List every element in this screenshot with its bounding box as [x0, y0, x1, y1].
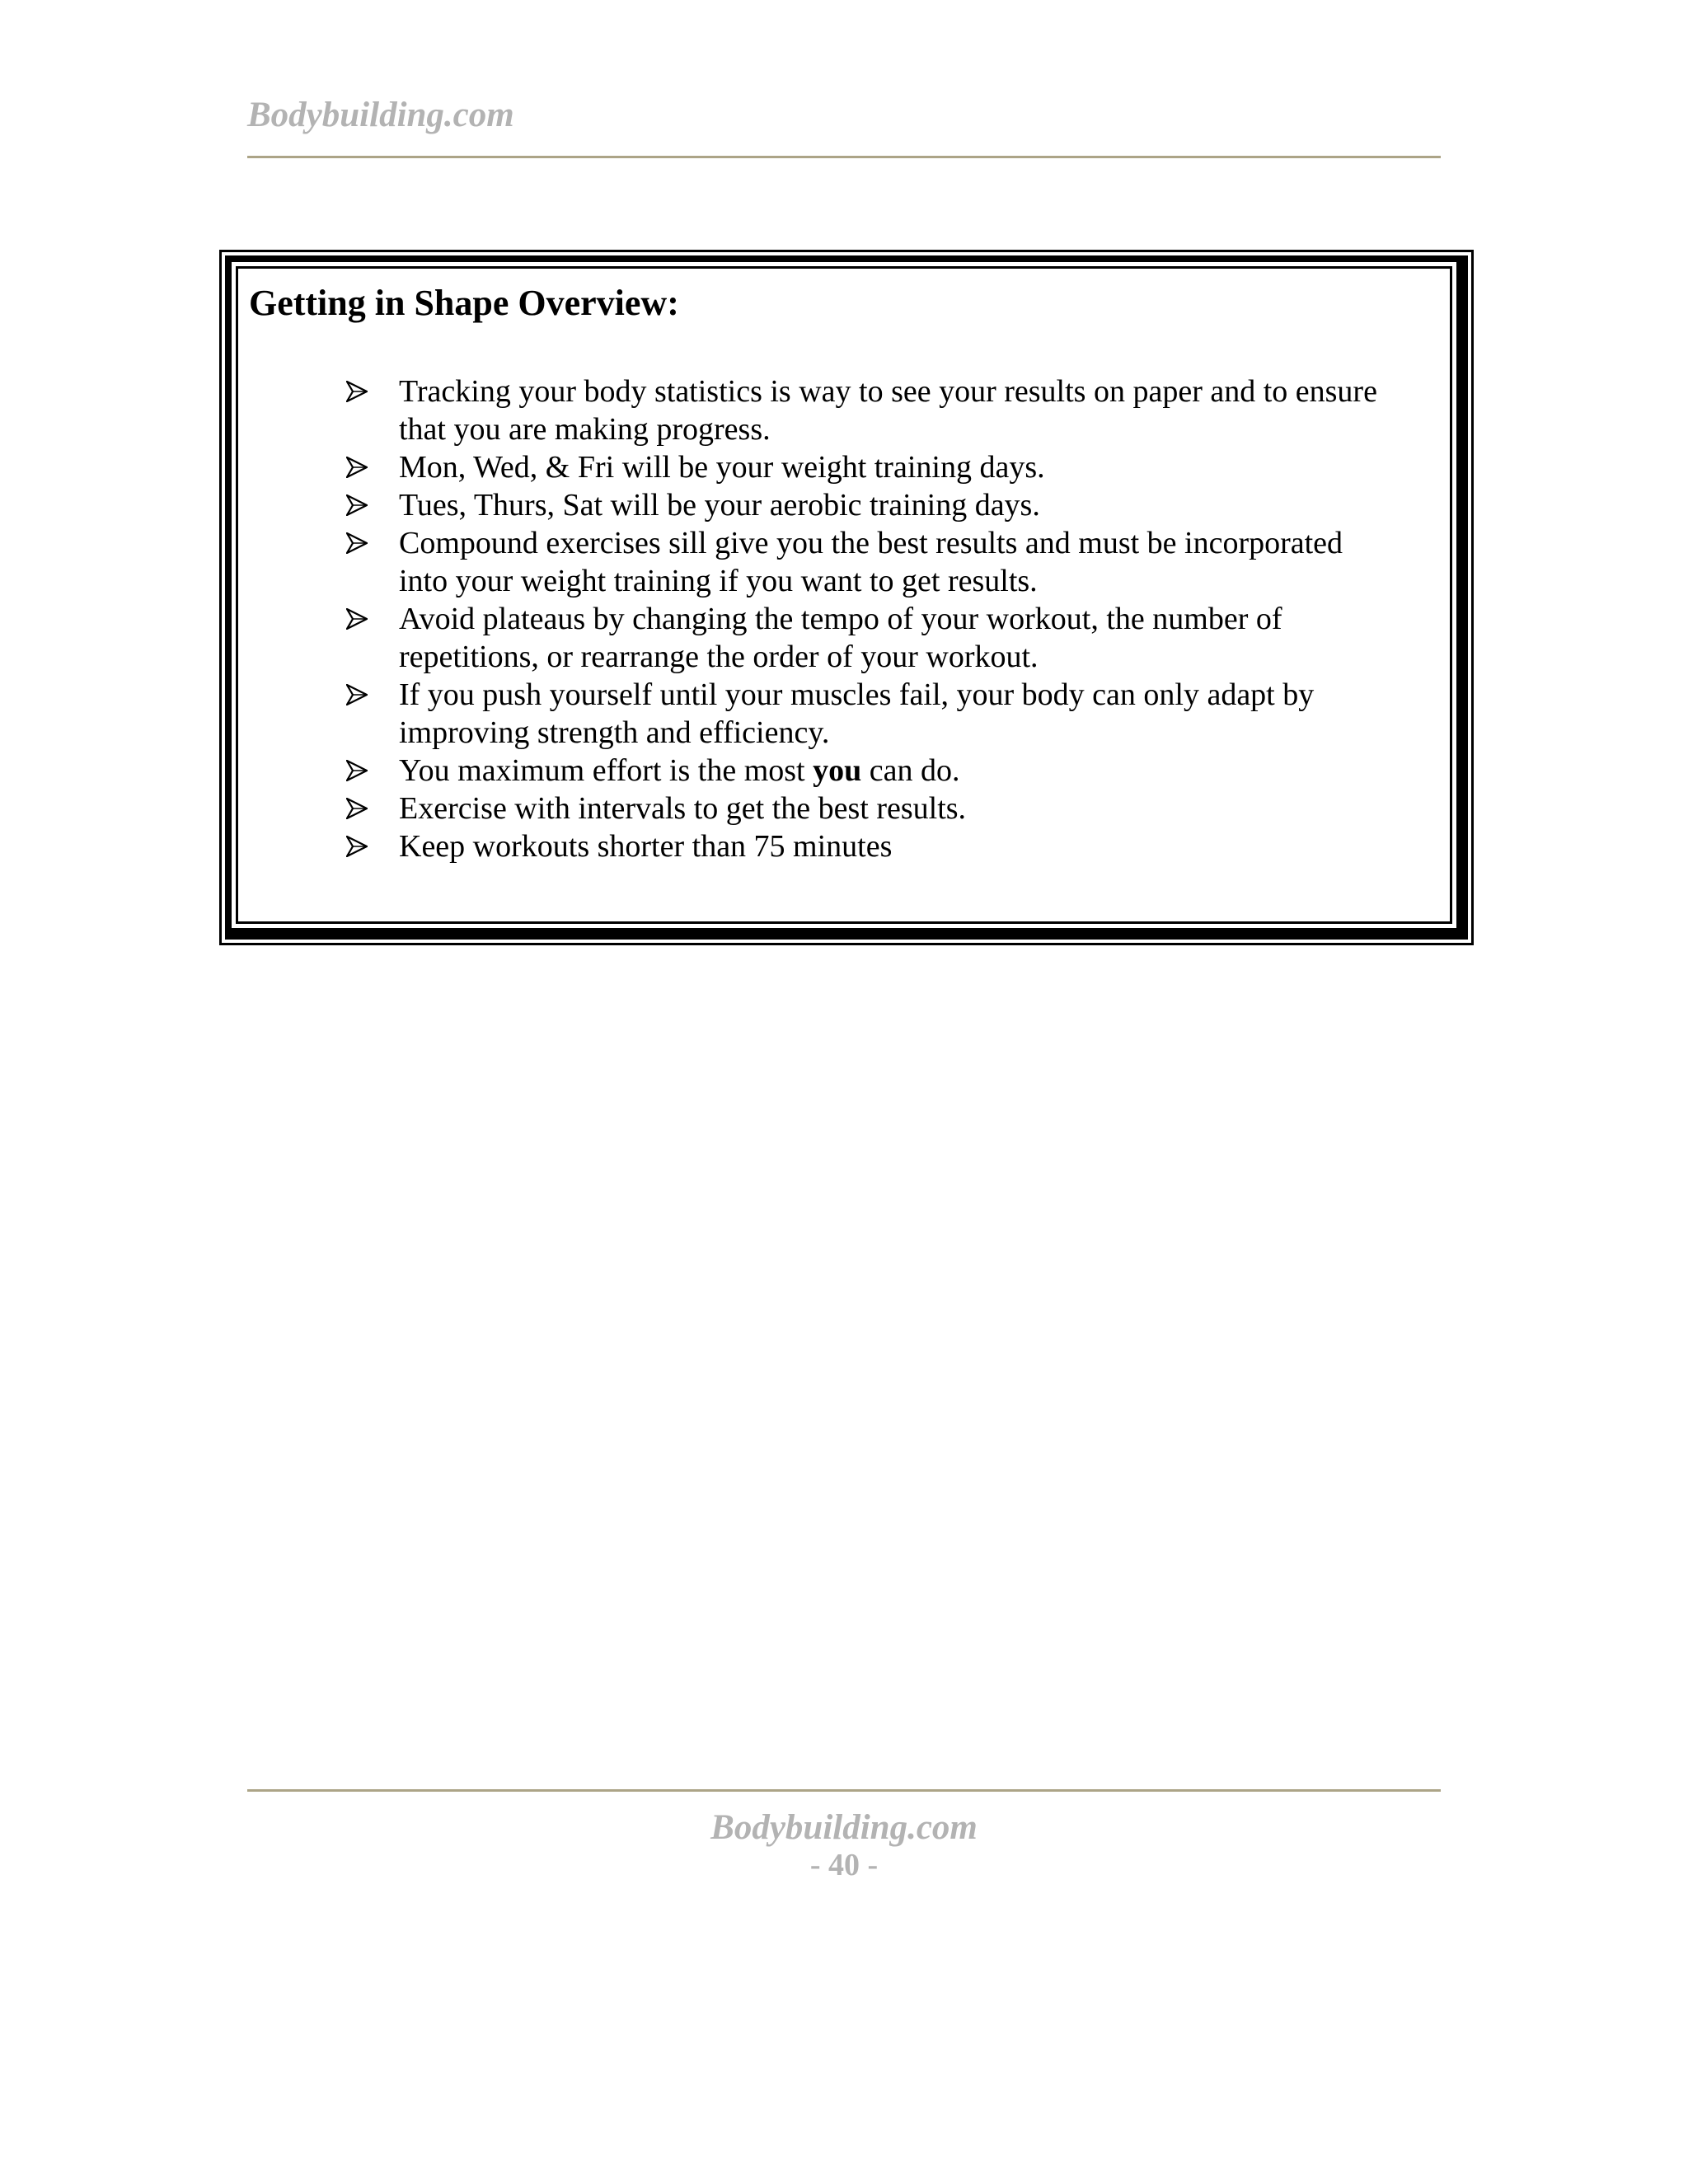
- list-item-line: Mon, Wed, & Fri will be your weight training days.: [399, 450, 1045, 485]
- list-item-text: can do.: [861, 753, 960, 788]
- list-item: [346, 373, 1442, 448]
- arrowhead-bullet-icon: [346, 600, 374, 630]
- list-item: [346, 600, 1442, 676]
- list-item: [346, 752, 1442, 790]
- list-item-line: improving strength and efficiency.: [399, 715, 830, 750]
- arrowhead-bullet-icon: [346, 676, 374, 705]
- list-item: [346, 486, 1442, 524]
- arrowhead-bullet-icon: [346, 448, 374, 478]
- header-rule: [247, 156, 1441, 158]
- list-item-line: If you push yourself until your muscles fail, your body can only adapt by: [399, 677, 1315, 712]
- list-item-line: Tracking your body statistics is way to see your results on paper and to ensure: [399, 374, 1377, 409]
- list-item: [346, 790, 1442, 827]
- list-item-line: Compound exercises sill give you the best results and must be incorporated: [399, 526, 1343, 560]
- page-header-title: Bodybuilding.com: [247, 96, 514, 134]
- arrowhead-bullet-icon: [346, 790, 374, 819]
- list-item-line: that you are making progress.: [399, 412, 771, 447]
- list-item-text: You maximum effort is the most: [399, 753, 814, 788]
- overview-bullet-list: [346, 373, 1442, 865]
- list-item-line: Exercise with intervals to get the best results.: [399, 791, 967, 826]
- list-item: [346, 676, 1442, 752]
- list-item: [346, 448, 1442, 486]
- footer-rule: [247, 1789, 1441, 1792]
- arrowhead-bullet-icon: [346, 827, 374, 857]
- list-item-line: Tues, Thurs, Sat will be your aerobic training days.: [399, 488, 1040, 523]
- list-item-line: Avoid plateaus by changing the tempo of your workout, the number of: [399, 602, 1282, 636]
- list-item-line: into your weight training if you want to get results.: [399, 564, 1038, 598]
- emphasis-text: you: [813, 753, 862, 788]
- list-item-line: Keep workouts shorter than 75 minutes: [399, 829, 893, 864]
- list-item-line: [399, 752, 1442, 790]
- arrowhead-bullet-icon: [346, 486, 374, 516]
- list-item: [346, 827, 1442, 865]
- arrowhead-bullet-icon: [346, 524, 374, 554]
- box-title: Getting in Shape Overview:: [249, 283, 679, 323]
- arrowhead-bullet-icon: [346, 373, 374, 402]
- list-item: [346, 524, 1442, 600]
- list-item-line: repetitions, or rearrange the order of your workout.: [399, 640, 1039, 674]
- page-footer-title: Bodybuilding.com: [710, 1808, 978, 1847]
- arrowhead-bullet-icon: [346, 752, 374, 781]
- page-number: - 40 -: [809, 1848, 879, 1882]
